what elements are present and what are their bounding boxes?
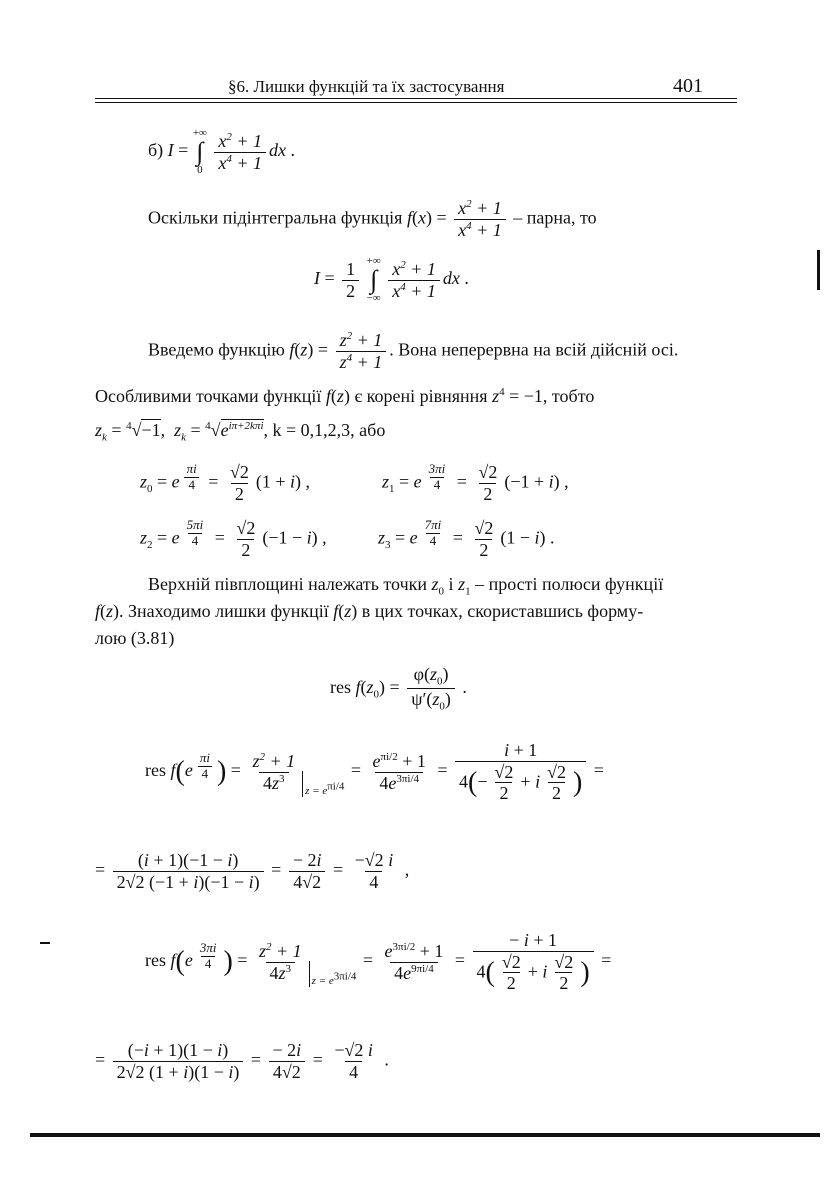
singular-text: Особливими точками функції <box>95 386 322 406</box>
parity-text: Оскільки підінтегральна функція <box>148 207 403 228</box>
parity-line: Оскільки підінтегральна функція f(x) = $\frac{x^2 + 1}{x^4 + 1}$ – парна, то <box>148 198 597 240</box>
intro-f-end: . Вона неперервна на всій дійсній осі. <box>389 339 679 360</box>
parity-end: – парна, то <box>513 207 597 228</box>
singular-line: Особливими точками функції f(z) є корені рівняння $z^4 = -1$, тобто <box>95 386 595 406</box>
find-res-line: f(z). Знаходимо лишки функції f(z) в цих точках, скориставшись форму- <box>95 601 644 621</box>
res-z0-formula: res f(e $^{\frac{\pi i}{4}}$ ) = $\frac{z^2 + 1}{4z^3}$ $_{z = e^{\pi i/4}}$ = $\frac{e^{\pi i/2} + 1}{4e^{3\pi i/4}}$ = i + 1 4(− $\frac{√2}{2}$ + i $\frac{√2}{2}$ ) = <box>145 740 604 804</box>
upper-half-mid: і <box>448 574 454 594</box>
res-z0-result: = $\frac{(i + 1)(-1 - i)}{2√2 (-1 + i)(-1 - i)}$ = $\frac{- 2i}{4√2}$ = $\frac{-√2 i}{4}$ , <box>95 850 410 892</box>
intro-f-text: Введемо функцію <box>148 339 285 360</box>
running-header: §6. Лишки функцій та їх застосування <box>228 77 505 96</box>
upper-half-end: – прості полюси функції <box>475 574 664 594</box>
res-word: res <box>330 676 351 697</box>
roots-line: $z_k = ^4√-1$, $z_k = ^4√e^{i\pi+2k\pi i}$, k = 0,1,2,3, або <box>95 420 386 444</box>
upper-half-line: Верхній півплощині належать точки $z_0$ і $z_1$ – прості полюси функції <box>148 574 664 598</box>
page-number: 401 <box>673 75 703 97</box>
z3-formula: $z_3 = e$ $^{\frac{7\pi i}{4}}$ = $\frac{√2}{2}$ (1 − i) . <box>378 517 555 560</box>
res-word-z0: res <box>145 760 166 781</box>
singular-mid: є корені рівняння <box>354 386 488 406</box>
res-z1-result: = $\frac{(-i + 1)(1 - i)}{2√2 (1 + i)(1 - i)}$ = $\frac{- 2i}{4√2}$ = $\frac{-√2 i}{4}$ . <box>95 1040 389 1082</box>
res-general-formula: res $f(z_0)$ = $\frac{\varphi(z_0)}{\psi'(z_0)}$ . <box>330 664 467 713</box>
margin-dash <box>40 942 50 944</box>
integral-half: I = $\frac{1}{2}$ +∞ ∫ −∞ $\frac{x^2 + 1}{x^4 + 1}$ dx . <box>314 255 469 304</box>
upper-half-text: Верхній півплощині належать точки <box>148 574 428 594</box>
bottom-rule <box>30 1133 820 1137</box>
find-res-text: . Знаходимо лишки функції <box>119 601 329 621</box>
header-rule <box>95 98 737 103</box>
find-res-end: в цих точках, скориставшись форму- <box>361 601 644 621</box>
margin-mark <box>817 250 820 290</box>
item-b-label: б) <box>148 140 164 161</box>
intro-f-line: Введемо функцію f(z) = $\frac{z^2 + 1}{z^4 + 1}$ . Вона неперервна на всій дійсній осі. <box>148 330 679 372</box>
singular-end: , тобто <box>542 386 595 406</box>
z2-formula: $z_2 = e$ $^{\frac{5\pi i}{4}}$ = $\frac{√2}{2}$ (−1 − i) , <box>140 517 327 560</box>
res-z1-formula: res f(e $^{\frac{3\pi i}{4}}$ ) = $\frac{z^2 + 1}{4z^3}$ $_{z = e^{3\pi i/4}}$ = $\frac{e^{3\pi i/2} + 1}{4e^{9\pi i/4}}$ = − i + 1 4( $\frac{√2}{2}$ + i $\frac{√2}{2}$ ) = <box>145 930 612 994</box>
z0-formula: $z_0 = e$ $^{\frac{\pi i}{4}}$ = $\frac{√2}{2}$ (1 + i) , <box>140 461 311 504</box>
res-word-z1: res <box>145 950 166 971</box>
z1-formula: $z_1 = e$ $^{\frac{3\pi i}{4}}$ = $\frac{√2}{2}$ (−1 + i) , <box>382 461 569 504</box>
k-range: , k = 0,1,2,3, або <box>263 420 386 440</box>
integral-b: б) I = +∞ ∫ 0 $\frac{x^2 + 1}{x^4 + 1}$ dx . <box>148 127 296 176</box>
formula-ref: лою (3.81) <box>95 628 175 648</box>
